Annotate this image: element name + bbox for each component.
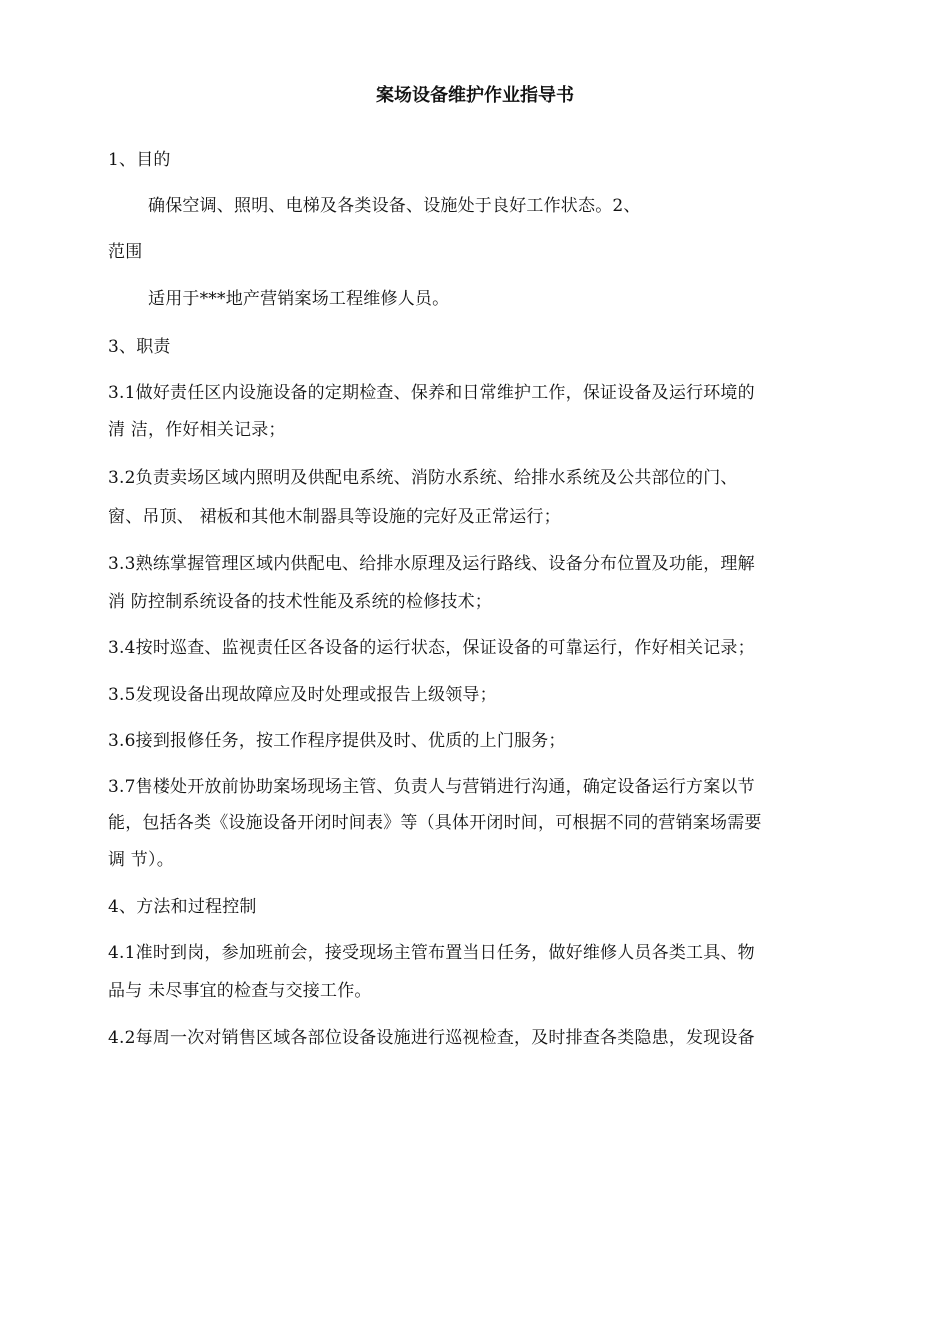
paragraph-line: 4.2每周一次对销售区域各部位设备设施进行巡视检查，及时排查各类隐患，发现设备 bbox=[108, 1028, 755, 1048]
paragraph-line: 品与 未尽事宜的检查与交接工作。 bbox=[108, 981, 372, 1001]
paragraph-line: 4.1准时到岗，参加班前会，接受现场主管布置当日任务，做好维修人员各类工具、物 bbox=[108, 943, 755, 963]
paragraph-line: 3.7售楼处开放前协助案场现场主管、负责人与营销进行沟通，确定设备运行方案以节 bbox=[108, 777, 755, 797]
paragraph-line: 3.5发现设备出现故障应及时处理或报告上级领导； bbox=[108, 685, 497, 705]
paragraph-line: 清 洁，作好相关记录； bbox=[108, 420, 286, 440]
paragraph-line: 确保空调、照明、电梯及各类设备、设施处于良好工作状态。2、 bbox=[148, 196, 641, 216]
heading-methods: 4、方法和过程控制 bbox=[108, 897, 257, 917]
paragraph-line: 适用于***地产营销案场工程维修人员。 bbox=[148, 289, 450, 309]
heading-responsibilities: 3、职责 bbox=[108, 337, 171, 357]
paragraph-line: 3.2负责卖场区域内照明及供配电系统、消防水系统、给排水系统及公共部位的门、 bbox=[108, 468, 738, 488]
paragraph-line: 调 节）。 bbox=[108, 850, 174, 870]
paragraph-line: 窗、吊顶、 裙板和其他木制器具等设施的完好及正常运行； bbox=[108, 507, 561, 527]
paragraph-line: 3.3熟练掌握管理区域内供配电、给排水原理及运行路线、设备分布位置及功能，理解 bbox=[108, 554, 755, 574]
heading-scope: 范围 bbox=[108, 242, 143, 262]
paragraph-line: 3.1做好责任区内设施设备的定期检查、保养和日常维护工作，保证设备及运行环境的 bbox=[108, 383, 755, 403]
paragraph-line: 3.4按时巡查、监视责任区各设备的运行状态，保证设备的可靠运行，作好相关记录； bbox=[108, 638, 755, 658]
paragraph-line: 能，包括各类《设施设备开闭时间表》等（具体开闭时间，可根据不同的营销案场需要 bbox=[108, 813, 762, 833]
paragraph-line: 3.6接到报修任务，按工作程序提供及时、优质的上门服务； bbox=[108, 731, 566, 751]
heading-purpose: 1、目的 bbox=[108, 150, 171, 170]
document-title: 案场设备维护作业指导书 bbox=[376, 85, 574, 106]
paragraph-line: 消 防控制系统设备的技术性能及系统的检修技术； bbox=[108, 592, 493, 612]
